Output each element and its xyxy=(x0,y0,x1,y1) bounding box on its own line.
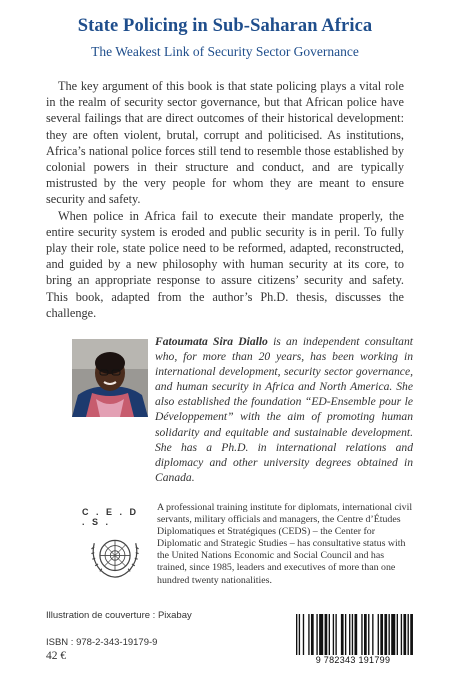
barcode-digits: 9 782343 191799 xyxy=(292,655,414,665)
author-bio xyxy=(155,334,413,485)
book-subtitle: The Weakest Link of Security Sector Governance xyxy=(91,44,359,59)
un-globe-emblem-icon xyxy=(87,530,143,579)
summary-paragraph-1: The key argument of this book is that state policing plays a vital role in the realm of security sector governance, but that African police have several failings that are direct outcomes of their historical development: they are often violent, brutal, corrupt and politicised. As institutions, Africa’s national police forces still tend to resemble those established by colonial powers in their structure and conduct, and are typically mistrusted by the very people for whom they are meant to ensure security and safety. xyxy=(46,79,404,207)
author-photo xyxy=(72,339,148,417)
author-bio-text: is an independent consultant who, for more than 20 years, has been working in international development, security sector governance, and human security in Africa and North America. She also established the foundation “ED-Ensemble pour le Développement” with the aim of promoting human solidarity and equitable and sustainable development. She has a Ph.D. in international relations and diplomacy and other university degrees obtained in Canada. xyxy=(155,335,413,484)
book-title: State Policing in Sub-Saharan Africa xyxy=(77,16,373,36)
price: 42 € xyxy=(46,650,67,662)
isbn: ISBN : 978-2-343-19179-9 xyxy=(46,637,158,648)
summary-paragraph-2: When police in Africa fail to execute their mandate properly, the entire security system is eroded and public security is in peril. To fully play their role, state police need to be reformed, adapted, reconstructed, and guided by a new philosophy with human security at its core, to bring an appropriate response to assure citizens’ security and safety. This book, adapted from the author’s Ph.D. thesis, discusses the challenge. xyxy=(46,208,404,320)
back-cover-summary xyxy=(46,78,404,321)
illustration-credit: Illustration de couverture : Pixabay xyxy=(46,610,192,621)
ceds-logo xyxy=(82,507,148,579)
author-name: Fatoumata Sira Diallo xyxy=(155,335,268,348)
ceds-description: A professional training institute for diplomats, international civil servants, military officials and managers, the Centre d’Études Diplomatiques et Stratégiques (CEDS) – the Center for Diplomatic and Strategic Studies – has consultative status with the United Nations Economic and Social Council and has trained, since 1985, leaders and executives of more than one hundred twenty nationalities. xyxy=(157,502,413,586)
ceds-logo-letters: C . E . D . S . xyxy=(82,507,139,527)
